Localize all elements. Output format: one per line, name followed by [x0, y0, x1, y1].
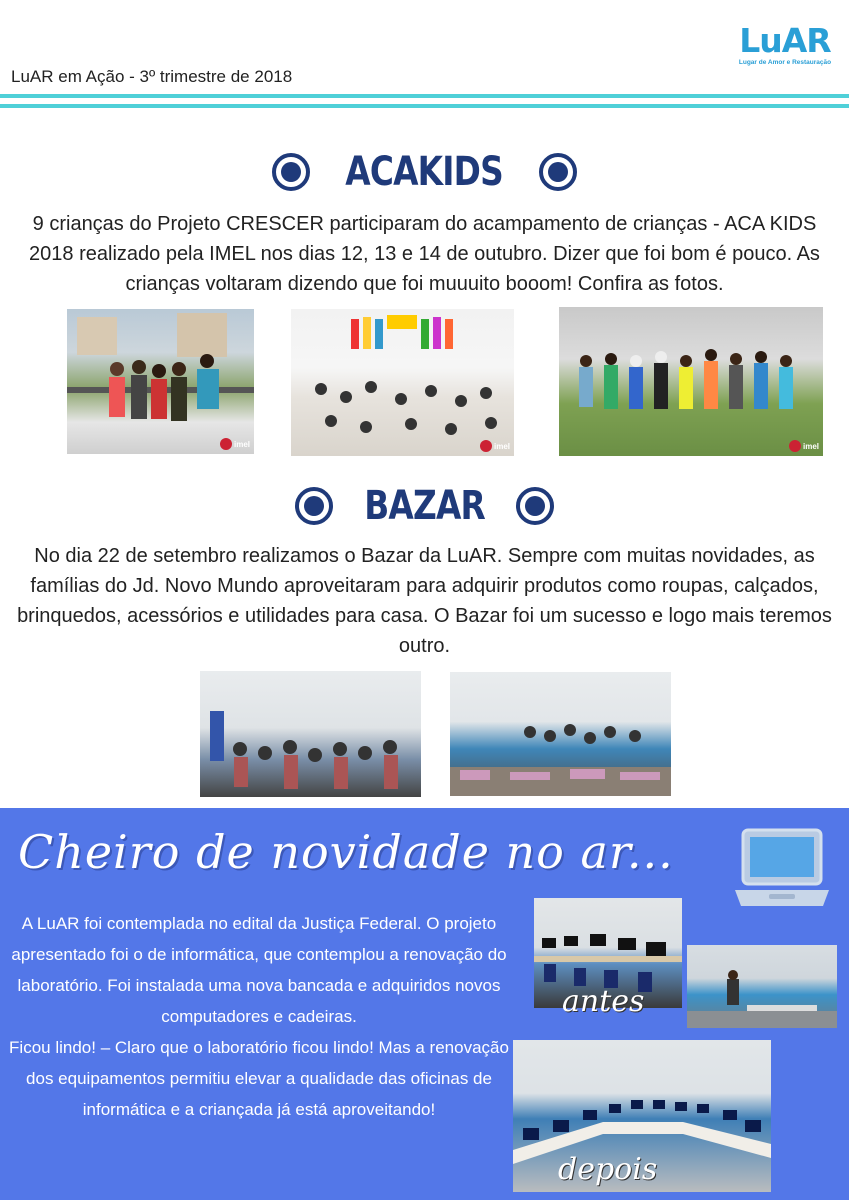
acakids-text: 9 crianças do Projeto CRESCER participaram do acampamento de crianças - ACA KIDS 2018 realizado pela IMEL nos dias 12, 13 e 14 de outubro. Dizer que foi bom é pouco. As crianças voltaram dizendo que foi muuuito booom! Confira as fotos.	[29, 213, 820, 295]
camp-hall-illustration	[291, 309, 514, 456]
bullet-icon	[516, 487, 554, 525]
bazar-photo-2	[450, 672, 671, 796]
acakids-photo-2	[291, 309, 514, 456]
luar-logo	[735, 22, 835, 70]
imel-watermark: imel	[789, 440, 819, 452]
novidade-paragraph-1: A LuAR foi contemplada no edital da Justiça Federal. O projeto apresentado foi o de informática, que contemplou a renovação do laboratório. Foi instalada uma nova bancada e adquiridos novos computadores e cadeiras.	[11, 914, 507, 1026]
header-rule-bottom	[0, 104, 849, 108]
header-rule-top	[0, 94, 849, 98]
kids-outdoor-illustration	[559, 307, 823, 456]
bazar-heading	[0, 482, 849, 530]
bazar-photo-1	[200, 671, 421, 797]
label-before: antes	[562, 984, 645, 1019]
imel-watermark: imel	[480, 440, 510, 452]
lab-renovation-illustration	[687, 945, 837, 1028]
bullet-icon	[295, 487, 333, 525]
label-after: depois	[558, 1152, 658, 1187]
logo-subtitle: Lugar de Amor e Restauração	[738, 59, 832, 66]
kids-group-illustration	[67, 309, 254, 454]
bazar-text: No dia 22 de setembro realizamos o Bazar da LuAR. Sempre com muitas novidades, as famílias do Jd. Novo Mundo aproveitaram para adquirir produtos como roupas, calçados, brinquedos, acessórios e utilidades para casa. O Bazar foi um sucesso e logo mais teremos outro.	[17, 545, 832, 657]
logo-word: LuAR	[739, 21, 831, 60]
acakids-title: ACAKIDS	[345, 149, 504, 195]
novidade-title: Cheiro de novidade no ar...	[18, 825, 674, 879]
laptop-icon	[733, 826, 831, 912]
bazar-title: BAZAR	[364, 483, 485, 529]
acakids-heading	[0, 148, 849, 196]
novidade-text	[8, 908, 510, 1125]
imel-watermark: imel	[220, 438, 250, 450]
header-title: LuAR em Ação - 3º trimestre de 2018	[11, 67, 293, 86]
lab-before-photo-2	[687, 945, 837, 1028]
acakids-photo-1	[67, 309, 254, 454]
bazar-tables-illustration	[450, 672, 671, 796]
bullet-icon	[272, 153, 310, 191]
acakids-photo-3	[559, 307, 823, 456]
bullet-icon	[539, 153, 577, 191]
bazar-crowd-illustration	[200, 671, 421, 797]
novidade-paragraph-2: Ficou lindo! – Claro que o laboratório ficou lindo! Mas a renovação dos equipamentos permitiu elevar a qualidade das oficinas de informática e a criançada já está aproveitando!	[9, 1038, 509, 1119]
